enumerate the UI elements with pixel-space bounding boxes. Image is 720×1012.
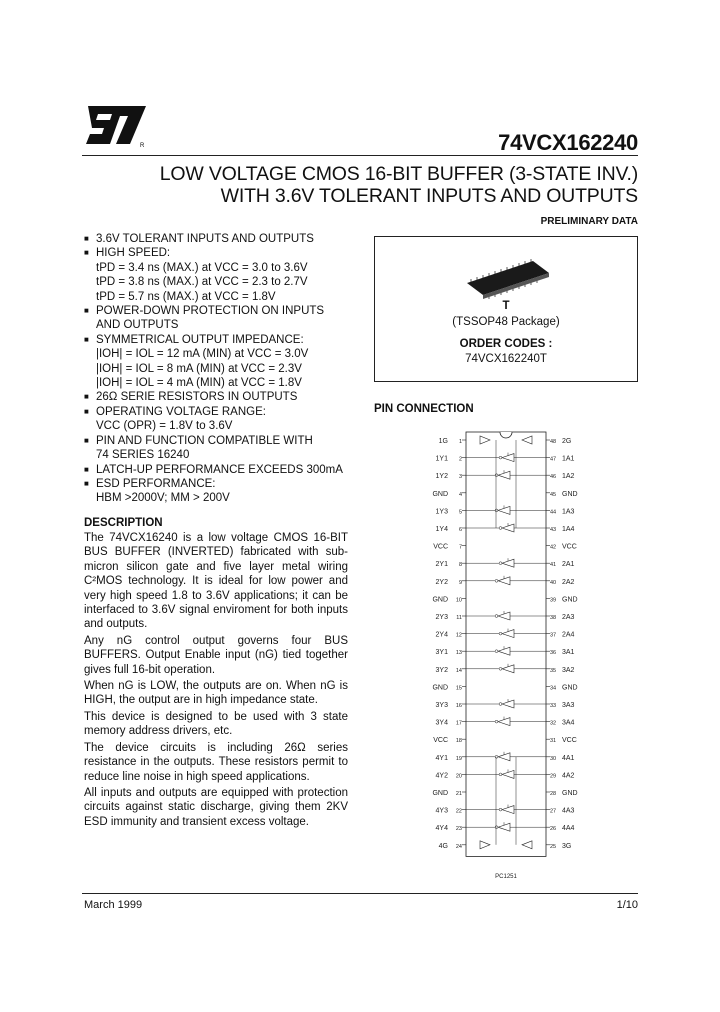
enable-buffer (522, 436, 532, 444)
pin-number-left: 23 (455, 826, 462, 833)
feature-text: OPERATING VOLTAGE RANGE: (96, 405, 266, 418)
pin-number-right: 39 (550, 597, 557, 604)
order-code: 74VCX162240T (465, 353, 547, 365)
pin-label-left: 4G (438, 842, 448, 850)
feature-sub: |IOH| = IOL = 4 mA (MIN) at VCC = 1.8V (96, 377, 302, 390)
description-paragraph: Any nG control output governs four BUS BUFFERS. Output Enable input (nG) tied together gives full 16-bit operation. (84, 634, 348, 676)
feature-sub: |IOH| = IOL = 12 mA (MIN) at VCC = 3.0V (96, 348, 309, 361)
inverter-bubble (495, 579, 498, 582)
pin-number-right: 25 (550, 843, 557, 850)
pin-number-left: 4 (458, 491, 462, 498)
pin-label-right: 4A4 (562, 825, 575, 833)
pin-label-right: 1A1 (562, 455, 575, 463)
inverter-bubble (495, 474, 498, 477)
description-body (84, 531, 348, 831)
description-paragraph: This device is designed to be used with 3 state memory address drivers, etc. (84, 710, 348, 738)
feature-item: ■ OPERATING VOLTAGE RANGE: (84, 405, 266, 418)
feature-item: ■ 3.6V TOLERANT INPUTS AND OUTPUTS (84, 233, 314, 245)
ic-body (466, 432, 546, 856)
inverter-bubble (495, 720, 498, 723)
pin-number-right: 46 (550, 474, 557, 481)
pin-label-right: 3A3 (562, 702, 575, 709)
description-paragraph: When nG is LOW, the outputs are on. When nG is HIGH, the output are in high impedance state. (84, 680, 348, 707)
pin-label-left: 3Y2 (435, 666, 448, 674)
feature-text: HIGH SPEED: (96, 247, 171, 260)
pin-label-right: 2A1 (562, 561, 575, 569)
features-list (84, 232, 374, 506)
pin-number-left: 20 (455, 773, 462, 780)
feature-item: ■ SYMMETRICAL OUTPUT IMPEDANCE: (84, 333, 304, 346)
feature-text: POWER-DOWN PROTECTION ON INPUTS (96, 305, 325, 318)
pin-label-right: 1A3 (562, 508, 575, 516)
pin-number-left: 13 (455, 650, 462, 657)
pin-label-left: 2Y1 (435, 561, 448, 569)
pin-number-left: 17 (455, 720, 462, 727)
order-codes-heading: ORDER CODES : (459, 338, 553, 350)
footer-rule (82, 893, 638, 894)
pin-label-left: 1Y3 (435, 508, 448, 516)
pin-label-right: 4A1 (562, 754, 575, 762)
footer-date: March 1999 (84, 899, 143, 911)
pin-label-left: 2Y2 (435, 578, 448, 586)
feature-text: ESD PERFORMANCE: (96, 477, 216, 490)
feature-item: ■ 26Ω SERIE RESISTORS IN OUTPUTS (84, 391, 298, 404)
pin-number-left: 22 (455, 808, 462, 815)
feature-sub: tPD = 3.4 ns (MAX.) at VCC = 3.0 to 3.6V (96, 261, 308, 274)
pin-label-right: 2A3 (562, 614, 575, 621)
pin-connection-heading: PIN CONNECTION (374, 403, 474, 415)
feature-text: 3.6V TOLERANT INPUTS AND OUTPUTS (96, 233, 314, 245)
pin-label-left: 3Y4 (435, 719, 448, 727)
pin-label-left: 4Y4 (435, 825, 448, 833)
header-rule (82, 155, 638, 156)
feature-text: PIN AND FUNCTION COMPATIBLE WITH (96, 434, 313, 447)
inverter-bubble (495, 615, 498, 618)
pin-label-right: GND (562, 490, 578, 498)
inverter-bubble (499, 808, 502, 811)
feature-text: 26Ω SERIE RESISTORS IN OUTPUTS (96, 391, 298, 404)
pin-number-right: 41 (550, 562, 557, 569)
pin-number-left: 8 (458, 562, 462, 569)
pin-number-right: 30 (550, 755, 557, 762)
inverter-bubble (499, 667, 502, 670)
pin-number-right: 27 (550, 808, 557, 815)
pin-label-left: 1Y2 (435, 473, 448, 481)
package-name: (TSSOP48 Package) (452, 316, 560, 328)
pin-label-left: 3Y3 (435, 702, 448, 709)
inverter-bubble (499, 632, 502, 635)
description-paragraph: The 74VCX16240 is a low voltage CMOS 16-BIT BUS BUFFER (INVERTED) fabricated with sub-micron silicon gate and five layer metal wiring C²MOS technology. It is ideal for low power and very high speed 1.8 to 3.6V applications; it can be interfaced to 3.6V signal enviroment for both inputs and outputs. (84, 532, 348, 631)
pin-label-left: VCC (433, 543, 448, 551)
enable-buffer (480, 841, 490, 849)
pin-label-left: 2Y3 (435, 614, 448, 621)
pin-label-right: VCC (562, 737, 577, 745)
package-letter: T (502, 300, 510, 312)
pin-number-right: 40 (550, 579, 557, 586)
feature-item: ■ ESD PERFORMANCE: (84, 477, 216, 490)
pin-number-right: 45 (550, 491, 557, 498)
feature-sub: AND OUTPUTS (96, 319, 179, 332)
pin-label-left: 1Y1 (435, 455, 448, 463)
enable-buffer (522, 841, 532, 849)
pin-label-left: 3Y1 (435, 649, 448, 657)
pin-number-left: 9 (458, 579, 462, 586)
feature-text: SYMMETRICAL OUTPUT IMPEDANCE: (96, 333, 304, 346)
figure-code: PC1251 (495, 874, 517, 880)
pin-number-left: 3 (458, 474, 462, 481)
pin-number-left: 16 (455, 703, 462, 709)
pin-number-right: 34 (550, 685, 557, 692)
pin-label-right: VCC (562, 543, 577, 551)
pin-number-left: 1 (458, 439, 462, 445)
pin-number-left: 7 (458, 544, 462, 551)
pin-label-left: 4Y3 (435, 807, 448, 815)
registered-mark: R (140, 143, 145, 148)
feature-sub: HBM >2000V; MM > 200V (96, 492, 230, 505)
pin-number-left: 21 (455, 791, 462, 797)
inverter-bubble (499, 456, 502, 459)
pin-number-left: 18 (455, 738, 462, 745)
inverter-bubble (495, 509, 498, 512)
inverter-bubble (495, 826, 498, 829)
st-logo (84, 104, 150, 148)
pin-label-left: 2Y4 (435, 631, 448, 639)
feature-item: ■ HIGH SPEED: (84, 247, 171, 260)
pin-label-left: VCC (433, 737, 448, 745)
pin-label-left: 4Y2 (435, 772, 448, 780)
inverter-bubble (495, 650, 498, 653)
pin-number-right: 28 (550, 791, 557, 797)
pin-number-right: 44 (550, 509, 557, 516)
pin-label-right: 1A4 (562, 526, 575, 533)
pin-label-right: 4A3 (562, 807, 575, 815)
pin-number-left: 15 (455, 685, 462, 692)
tssop48-chip-image (463, 257, 553, 303)
pin-number-right: 29 (550, 773, 557, 780)
pin-label-right: 4A2 (562, 772, 575, 780)
pin-number-right: 35 (550, 667, 557, 674)
feature-sub: |IOH| = IOL = 8 mA (MIN) at VCC = 2.3V (96, 362, 302, 375)
inverter-bubble (495, 755, 498, 758)
pin-number-left: 24 (455, 843, 462, 850)
title-line-2: WITH 3.6V TOLERANT INPUTS AND OUTPUTS (220, 185, 638, 207)
pin-number-left: 10 (455, 597, 462, 604)
pin-number-right: 37 (550, 632, 557, 639)
pin-label-left: GND (432, 596, 448, 604)
pin-label-right: 2G (562, 438, 572, 445)
pin-number-left: 5 (458, 509, 462, 516)
part-number: 74VCX162240 (498, 130, 638, 155)
feature-item: ■ LATCH-UP PERFORMANCE EXCEEDS 300mA (84, 463, 343, 476)
pin-label-right: 1A2 (562, 473, 575, 481)
pin-label-right: 3A2 (562, 666, 575, 674)
pin-label-left: GND (432, 790, 448, 797)
feature-sub: VCC (OPR) = 1.8V to 3.6V (96, 420, 233, 433)
pin-label-left: GND (432, 684, 448, 692)
pin-label-right: GND (562, 684, 578, 692)
package-box (374, 236, 638, 382)
pin-label-right: 2A2 (562, 578, 575, 586)
feature-sub: 74 SERIES 16240 (96, 449, 190, 462)
pin-number-left: 12 (455, 632, 462, 639)
ic-notch (500, 432, 512, 438)
pin-label-right: 3G (562, 842, 572, 850)
pin-label-right: GND (562, 596, 578, 604)
pin-number-left: 6 (458, 527, 462, 533)
pin-number-right: 26 (550, 826, 557, 833)
pin-number-right: 48 (550, 439, 557, 445)
pin-label-left: 4Y1 (435, 754, 448, 762)
pin-number-right: 42 (550, 544, 557, 551)
pin-number-left: 19 (455, 755, 462, 762)
feature-text: LATCH-UP PERFORMANCE EXCEEDS 300mA (96, 463, 343, 476)
pin-number-right: 43 (550, 527, 557, 533)
footer-page: 1/10 (616, 899, 638, 911)
description-paragraph: All inputs and outputs are equipped with protection circuits against static discharge, giving them 2KV ESD immunity and transient excess voltage. (84, 786, 348, 828)
pin-number-right: 38 (550, 615, 557, 621)
pin-number-left: 14 (455, 667, 462, 674)
pin-connection-diagram (374, 424, 638, 884)
pin-label-left: GND (432, 490, 448, 498)
pin-number-right: 32 (550, 720, 557, 727)
pin-label-left: 1Y4 (435, 526, 448, 533)
inverter-bubble (499, 527, 502, 530)
title-line-1: LOW VOLTAGE CMOS 16-BIT BUFFER (3-STATE INV.) (159, 163, 638, 185)
pin-label-right: 3A4 (562, 719, 575, 727)
pin-number-left: 11 (456, 615, 462, 621)
pin-label-right: 2A4 (562, 631, 575, 639)
pin-label-right: 3A1 (562, 649, 575, 657)
feature-item: ■ POWER-DOWN PROTECTION ON INPUTS (84, 305, 325, 318)
feature-item: ■ PIN AND FUNCTION COMPATIBLE WITH (84, 434, 313, 447)
feature-sub: tPD = 3.8 ns (MAX.) at VCC = 2.3 to 2.7V (96, 276, 308, 289)
pin-label-right: GND (562, 790, 578, 797)
inverter-bubble (499, 773, 502, 776)
pin-number-left: 2 (458, 456, 462, 463)
pin-number-right: 31 (550, 738, 557, 745)
pin-number-right: 36 (550, 650, 557, 657)
enable-buffer (480, 436, 490, 444)
pin-label-left: 1G (438, 438, 448, 445)
description-paragraph: The device circuits is including 26Ω series resistance in the outputs. These resistors permit to reduce line noise in high speed applications. (84, 741, 348, 783)
description-heading: DESCRIPTION (84, 517, 163, 529)
pin-number-right: 33 (550, 703, 557, 709)
preliminary-data: PRELIMINARY DATA (540, 216, 638, 227)
feature-sub: tPD = 5.7 ns (MAX.) at VCC = 1.8V (96, 290, 276, 303)
inverter-bubble (499, 703, 502, 706)
inverter-bubble (499, 562, 502, 565)
pin-number-right: 47 (550, 456, 557, 463)
